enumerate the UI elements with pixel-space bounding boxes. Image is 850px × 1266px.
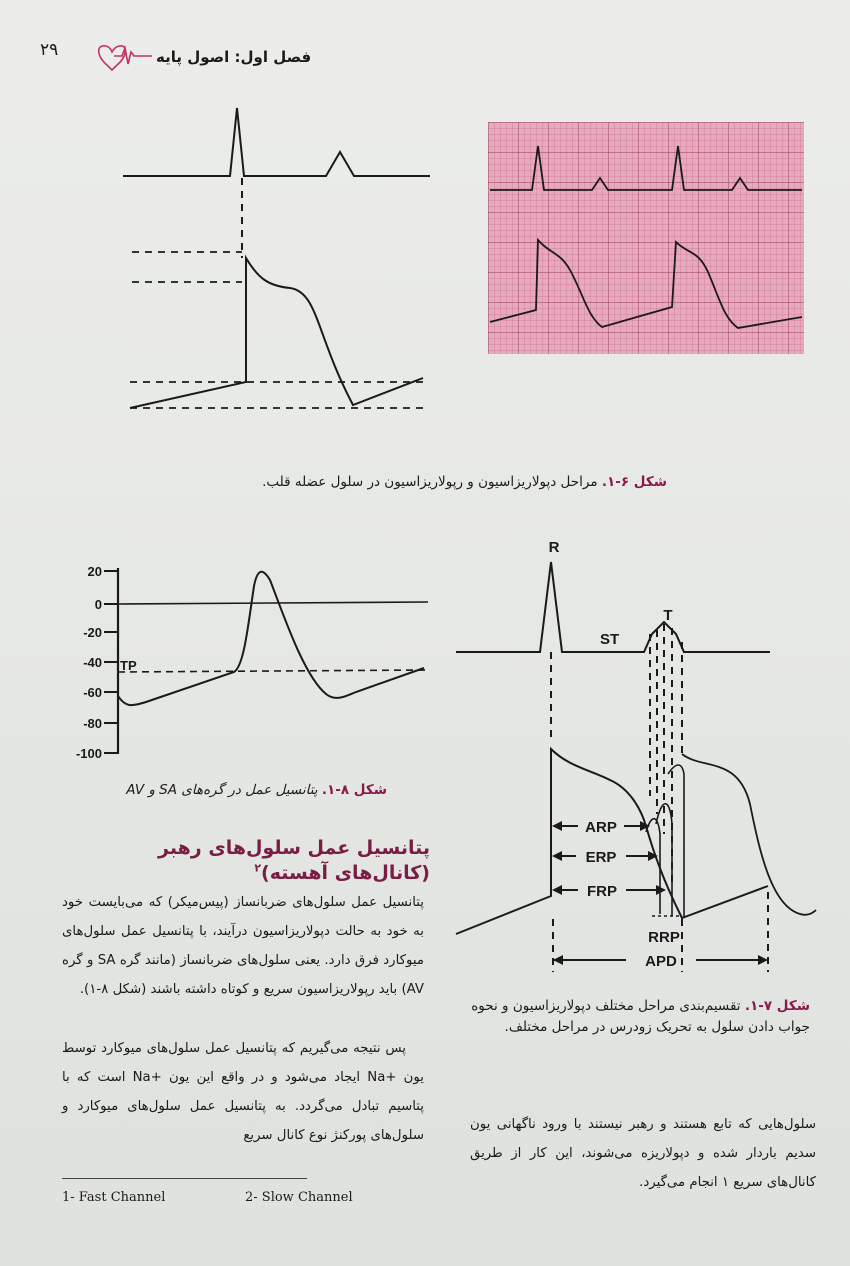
figure-7-diagram [450,534,830,974]
figure-6-diagram [118,100,438,420]
label-rrp: RRP [648,929,680,946]
action-potential-curve [118,572,424,705]
paragraph-sodium: پس نتیجه می‌گیریم که پتانسیل عمل سلول‌های میوکارد توسط یون +Na ایجاد می‌شود و در واقع این یون +Na است که با پتاسیم تبادل می‌گردد. به پتانسیل عمل سلول‌های میوکارد و سلول‌های پورکنژ نوع کانال سریع [62,1041,424,1143]
ecg-trace [123,108,430,176]
zero-line [118,602,428,604]
threshold-line [118,670,428,672]
y-tick-label: -40 [83,655,102,670]
chapter-title: فصل اول: اصول پایه [156,48,312,66]
y-tick-label: -20 [83,625,102,640]
section-heading-line1: پتانسیل عمل سلول‌های رهبر [158,837,430,859]
figure-7-label: شکل ۷-۱. [744,998,810,1014]
heartbeat-logo-icon [94,40,154,72]
y-tick-label: 20 [87,564,102,579]
y-tick-label: 0 [94,597,102,612]
footnote-1: 1- Fast Channel [62,1190,166,1205]
figure-6-ecg-paper [488,122,804,354]
label-arp: ARP [585,819,617,836]
figure-6-caption-text: مراحل دپولاریزاسیون و رپولاریزاسیون در سلول عضله قلب. [262,474,598,490]
figure-8-caption-text: پتانسیل عمل در گره‌های SA و AV [126,782,318,798]
figure-8-caption [126,780,387,801]
label-erp: ERP [585,849,617,866]
label-frp: FRP [587,883,617,900]
section-heading-line2: (کانال‌های آهسته) [261,861,430,884]
section-heading [50,836,430,885]
figure-7-caption-line1: تقسیم‌بندی مراحل مختلف دپولاریزاسیون و نحوه [471,998,741,1014]
y-tick-label: -60 [83,685,102,700]
figure-8-chart [56,556,436,771]
paragraph-fast-channel: سلول‌هایی که تابع هستند و رهبر نیستند با ورود ناگهانی یون سدیم باردار شده و دپولاریزه می‌شوند، این کار از طریق کانال‌های سریع ۱ انجام می‌گیرد. [470,1117,816,1190]
figure-8-label: شکل ۸-۱. [321,782,387,798]
tp-label: TP [120,658,137,673]
y-tick-label: -100 [75,746,102,761]
figure-6-label: شکل ۶-۱. [601,474,667,490]
footnote-divider [62,1178,307,1179]
figure-7-caption [471,996,810,1038]
y-tick-label: -80 [83,716,102,731]
label-t: T [663,607,673,624]
action-potential-curve [456,749,768,934]
figure-6-caption [262,472,667,493]
heading-footnote-marker: ۲ [254,861,262,875]
page-number: ۲۹ [40,40,59,60]
paragraph-pacemaker: پتانسیل عمل سلول‌های ضربانساز (پیس‌میکر) که می‌بایست خود به خود به حالت دپولاریزاسیون درآیند، با پتانسیل عمل سلول‌های میوکارد فرق دارد. یعنی سلول‌های ضربانساز (مانند گره SA و گره AV) باید رپولاریزاسیون سریع و کوتاه داشته باشند (شکل ۸-۱). [62,895,424,997]
label-apd: APD [645,953,677,970]
figure-7-caption-line2: جواب دادن سلول به تحریک زودرس در مراحل مختلف. [504,1018,810,1035]
action-potential-curve [130,258,423,408]
label-st: ST [600,631,620,648]
footnote-2: 2- Slow Channel [245,1190,353,1205]
label-r: R [548,539,560,556]
